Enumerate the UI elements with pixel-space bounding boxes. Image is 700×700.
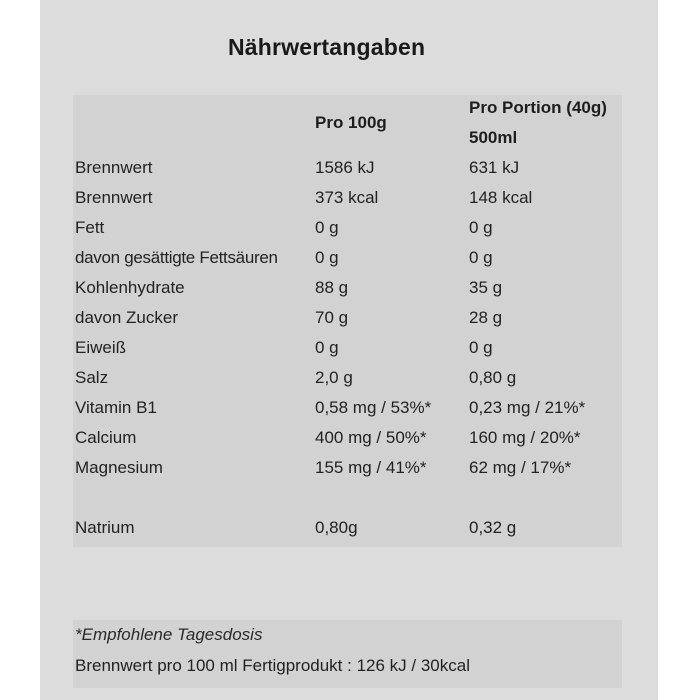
nutrient-label: Salz	[75, 368, 109, 387]
value-per-portion: 0 g	[469, 338, 493, 357]
header-per-portion: Pro Portion (40g)	[469, 98, 607, 117]
nutrient-label: Natrium	[75, 518, 135, 537]
table-row	[0, 158, 700, 188]
value-per-portion: 62 mg / 17%*	[469, 458, 572, 477]
table-row	[0, 458, 700, 488]
nutrient-label: Brennwert	[75, 188, 153, 207]
footnote-daily-dose: *Empfohlene Tagesdosis	[75, 625, 263, 644]
value-per-100g: 0 g	[315, 338, 339, 357]
nutrient-label: Magnesium	[75, 458, 163, 477]
value-per-100g: 155 mg / 41%*	[315, 458, 427, 477]
footnote-energy-per-100ml: Brennwert pro 100 ml Fertigprodukt : 126 kJ / 30kcal	[75, 656, 470, 675]
nutrient-label: Eiweiß	[75, 338, 127, 357]
nutrient-label: davon gesättigte Fettsäuren	[75, 248, 278, 267]
value-per-100g: 0,80g	[315, 518, 358, 537]
value-per-portion: 0 g	[469, 248, 493, 267]
nutrient-label: Brennwert	[75, 158, 153, 177]
value-per-portion: 0,23 mg / 21%*	[469, 398, 586, 417]
value-per-portion: 28 g	[469, 308, 503, 327]
table-row	[0, 368, 700, 398]
value-per-100g: 0 g	[315, 248, 339, 267]
nutrient-label: Fett	[75, 218, 105, 237]
value-per-portion: 0,80 g	[469, 368, 517, 387]
value-per-100g: 0,58 mg / 53%*	[315, 398, 432, 417]
table-row	[0, 398, 700, 428]
table-row	[0, 308, 700, 338]
value-per-100g: 2,0 g	[315, 368, 353, 387]
nutrient-label: davon Zucker	[75, 308, 178, 327]
table-row	[0, 218, 700, 248]
table-row	[0, 338, 700, 368]
table-row	[0, 248, 700, 278]
header-per-portion-volume: 500ml	[469, 128, 518, 147]
value-per-portion: 148 kcal	[469, 188, 533, 207]
value-per-100g: 88 g	[315, 278, 349, 297]
table-row	[0, 428, 700, 458]
value-per-100g: 1586 kJ	[315, 158, 375, 177]
value-per-portion: 35 g	[469, 278, 503, 297]
table-row-natrium	[0, 518, 700, 548]
nutrient-label: Kohlenhydrate	[75, 278, 185, 297]
table-row	[0, 278, 700, 308]
value-per-100g: 70 g	[315, 308, 349, 327]
value-per-portion: 160 mg / 20%*	[469, 428, 581, 447]
nutrient-label: Calcium	[75, 428, 137, 447]
value-per-portion: 0,32 g	[469, 518, 517, 537]
nutrient-label: Vitamin B1	[75, 398, 157, 417]
value-per-portion: 631 kJ	[469, 158, 520, 177]
page-title: Nährwertangaben	[228, 34, 426, 60]
value-per-portion: 0 g	[469, 218, 493, 237]
value-per-100g: 400 mg / 50%*	[315, 428, 427, 447]
header-per-100g: Pro 100g	[315, 113, 387, 132]
value-per-100g: 0 g	[315, 218, 339, 237]
value-per-100g: 373 kcal	[315, 188, 379, 207]
table-row	[0, 188, 700, 218]
